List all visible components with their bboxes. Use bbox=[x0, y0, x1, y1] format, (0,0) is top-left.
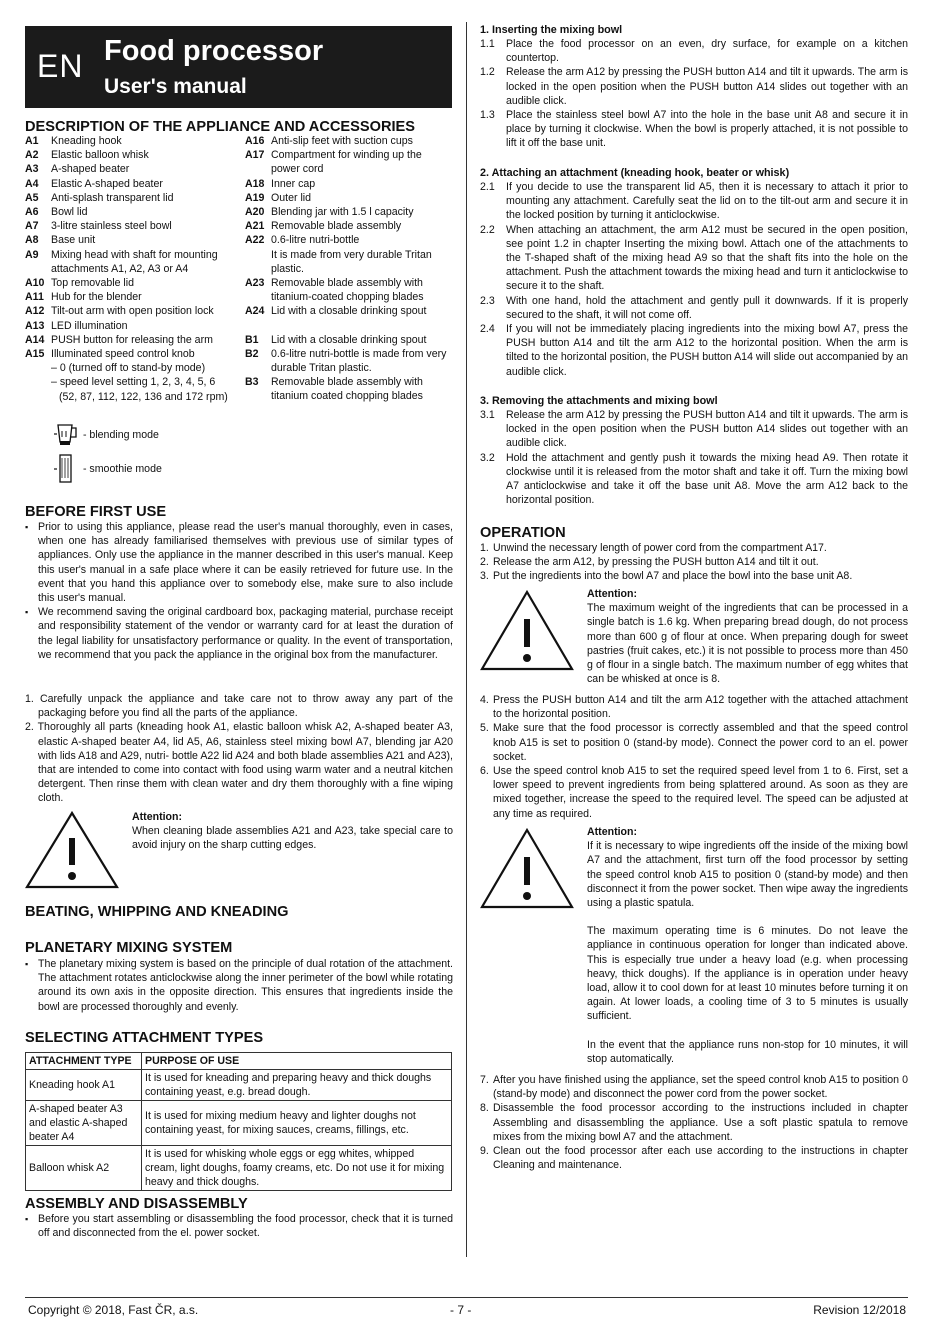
numbered-step bbox=[480, 180, 908, 223]
part-label: Blending jar with 1.5 l capacity bbox=[271, 206, 414, 219]
part-label: A-shaped beater bbox=[51, 163, 130, 176]
step-number: 6. bbox=[480, 765, 489, 778]
step-text: Release the arm A12 by pressing the PUSH button A14 and tilt it upwards. The arm is locked in the open position when the PUSH button A14 slides out together with an audible click. bbox=[506, 66, 908, 107]
numbered-step bbox=[480, 555, 908, 569]
part-key: A2 bbox=[25, 149, 39, 162]
parts-list bbox=[25, 134, 453, 434]
list-item: ▪ The planetary mixing system is based on the principle of dual rotation of the attachment. The attachment rotates anticlockwise along the inner perimeter of the bowl while rotating around its own axis in the opposite direction. This ensures that ingredients inside the bowl are processed thoroughly and evenly. bbox=[25, 957, 453, 1014]
attachment-type-cell: Kneading hook A1 bbox=[26, 1070, 142, 1101]
parts-list-item bbox=[245, 205, 453, 219]
parts-list-item bbox=[245, 276, 453, 304]
parts-list-item bbox=[25, 162, 240, 176]
step-number: 2.4 bbox=[480, 323, 495, 336]
part-label: Lid with a closable drinking spout bbox=[271, 305, 427, 318]
attention-box-cleaning bbox=[25, 810, 453, 890]
part-label: Inner cap bbox=[271, 177, 316, 190]
part-key: A23 bbox=[245, 277, 265, 290]
page-footer bbox=[25, 1297, 908, 1326]
step-text: Place the food processor on an even, dry surface, for example on a kitchen countertop. bbox=[506, 38, 908, 65]
attention-auto-stop: In the event that the appliance runs non-stop for 10 minutes, it will stop automatically. bbox=[587, 1038, 908, 1065]
part-key: A5 bbox=[25, 191, 39, 204]
part-label: Kneading hook bbox=[51, 135, 122, 147]
page-number: - 7 - bbox=[450, 1303, 472, 1317]
step-number: 9. bbox=[480, 1145, 489, 1158]
purpose-cell: It is used for whisking whole eggs or egg whites, whipped cream, light doughs, foamy creams, etc. Do not use it for mixing heavy and thick doughs. bbox=[142, 1146, 452, 1191]
numbered-step: 2. Thoroughly all parts (kneading hook A1, elastic balloon whisk A2, A-shaped beater A3, elastic A-shaped beater A4, lid A5, A6, stainless steel mixing bowl A7, blending jar A20 with lids A18 and A29, nutri- bottle A22 lid A24 and both blade assemblies A21 and A23), that are intended to come into contact with food using warm water and a neutral kitchen detergent. Then rinse them with clean water and dry them thoroughly with a fine wiping cloth. bbox=[25, 721, 453, 805]
numbered-step bbox=[480, 764, 908, 821]
spacer bbox=[245, 319, 453, 333]
warning-triangle-icon bbox=[25, 810, 121, 890]
step-text: Use the speed control knob A15 to set the required speed level from 1 to 6. First, set a lower speed to prevent ingredients from being splattered around. As soon as they are mixed together, increase the speed to the required level. The speed can be adjusted at any time as required. bbox=[493, 765, 908, 820]
parts-list-item bbox=[25, 304, 240, 318]
step-number: 2.2 bbox=[480, 223, 495, 236]
part-key: A9 bbox=[25, 248, 39, 261]
part-key: A10 bbox=[25, 277, 45, 290]
table-row bbox=[26, 1101, 452, 1146]
mode-icons bbox=[25, 424, 453, 484]
step-text: Put the ingredients into the bowl A7 and place the bowl into the base unit A8. bbox=[493, 570, 853, 583]
warning-triangle-icon bbox=[480, 827, 576, 911]
part-label: Elastic A-shaped beater bbox=[51, 177, 163, 190]
parts-list-item bbox=[25, 347, 240, 361]
part-key: A3 bbox=[25, 163, 39, 176]
parts-list-item bbox=[245, 375, 453, 403]
smoothie-mode-row bbox=[52, 454, 162, 484]
numbered-step bbox=[480, 223, 908, 294]
parts-list-item bbox=[25, 248, 240, 276]
operation-steps-c bbox=[480, 1073, 908, 1172]
numbered-step bbox=[480, 1144, 908, 1172]
part-key: B2 bbox=[245, 347, 259, 360]
blending-mode-label: - blending mode bbox=[82, 428, 159, 441]
step-number: 5. bbox=[480, 722, 489, 735]
part-label: Tilt-out arm with open position lock bbox=[51, 305, 214, 318]
speed-setting-line: – 0 (turned off to stand-by mode) bbox=[51, 362, 206, 375]
step-text: Disassemble the food processor according to the instructions included in chapter Assembling and disassembling the appliance. Use a soft plastic spatula to remove mixes from the mixing bowl A7 and the attachment. bbox=[493, 1102, 908, 1143]
part-key: A6 bbox=[25, 206, 39, 219]
parts-list-right bbox=[245, 134, 453, 404]
step-text: Hold the attachment and gently push it towards the mixing head A9. Then rotate it clockwise until it is released from the motor shaft and take it off. Turn the mixing bowl A7 anticlockwise and take it off the base unit A8. Move the arm A12 back to the horizontal position. bbox=[506, 451, 908, 507]
step-number: 8. bbox=[480, 1102, 489, 1115]
step-text: Press the PUSH button A14 and tilt the arm A12 together with the attached attachment to the horizontal position. bbox=[493, 694, 908, 721]
step-text: Clean out the food processor after each use according to the instructions in chapter Cleaning and maintenance. bbox=[493, 1145, 908, 1172]
attention-box-wipe bbox=[480, 825, 908, 1070]
numbered-step bbox=[480, 721, 908, 764]
table-row bbox=[26, 1146, 452, 1191]
speed-setting-line: – speed level setting 1, 2, 3, 4, 5, 6 bbox=[51, 376, 216, 389]
part-key: A14 bbox=[25, 333, 45, 346]
inserting-steps bbox=[480, 37, 908, 151]
numbered-step bbox=[480, 108, 908, 151]
parts-list-item bbox=[245, 134, 453, 148]
subsection-heading-attaching: 2. Attaching an attachment (kneading hook, beater or whisk) bbox=[480, 167, 790, 179]
numbered-step bbox=[480, 322, 908, 379]
step-text: If you will not be immediately placing ingredients into the mixing bowl A7, press the PUSH button A14 and tilt the arm A12 to the horizontal position. When the arm is tilted to the horizontal position, the PUSH button A14 will slide out accompanied by an audible click. bbox=[506, 323, 908, 378]
part-label: Illuminated speed control knob bbox=[51, 348, 195, 361]
language-code: EN bbox=[37, 48, 84, 84]
attention-text: If it is necessary to wipe ingredients off the inside of the mixing bowl A7 and the attachment, first turn off the food processor by setting the speed control knob A15 to position 0 (stand-by mode) and then disconnect it from the power socket. Then wipe away the ingredients using a plastic spatula. bbox=[587, 840, 908, 910]
parts-list-item bbox=[245, 219, 453, 233]
part-label: Lid with a closable drinking spout bbox=[271, 333, 427, 346]
part-label: It is made from very durable Tritan plastic. bbox=[271, 248, 432, 275]
parts-list-item bbox=[25, 233, 240, 247]
step-number: 1.3 bbox=[480, 109, 495, 122]
part-label: Removable blade assembly with titanium-coated chopping blades bbox=[271, 277, 424, 304]
part-label: Removable blade assembly with titanium coated chopping blades bbox=[271, 376, 423, 403]
blending-jar-icon bbox=[52, 424, 80, 446]
part-key bbox=[245, 248, 271, 276]
parts-list-item bbox=[25, 319, 240, 333]
numbered-step bbox=[480, 294, 908, 322]
table-header-row bbox=[26, 1053, 452, 1070]
parts-list-item bbox=[245, 191, 453, 205]
parts-list-item bbox=[25, 333, 240, 347]
subsection-heading-inserting: 1. Inserting the mixing bowl bbox=[480, 24, 623, 36]
step-number: 2.1 bbox=[480, 181, 495, 193]
section-heading-planetary: PLANETARY MIXING SYSTEM bbox=[25, 940, 233, 956]
purpose-cell: It is used for mixing medium heavy and lighter doughs not containing yeast, for mixing sauces, creams, fillings, etc. bbox=[142, 1101, 452, 1146]
attention-title: Attention: bbox=[132, 811, 183, 823]
operation-steps-a bbox=[480, 541, 908, 584]
numbered-step bbox=[480, 408, 908, 451]
step-text: If you decide to use the transparent lid A5, then it is necessary to attach it prior to mounting any attachment. Carefully seat the lid on to the tilt-out arm and secure it in the locked position by turning it anticlockwise. bbox=[506, 181, 908, 222]
part-label: Elastic balloon whisk bbox=[51, 149, 149, 162]
part-key: A13 bbox=[25, 319, 45, 332]
copyright: Copyright © 2018, Fast ČR, a.s. bbox=[28, 1303, 199, 1317]
numbered-step bbox=[480, 65, 908, 108]
step-number: 7. bbox=[480, 1074, 489, 1086]
title-banner bbox=[25, 26, 452, 108]
speed-setting-line: (52, 87, 112, 122, 136 and 172 rpm) bbox=[59, 390, 228, 403]
step-number: 1.1 bbox=[480, 38, 495, 50]
attaching-steps bbox=[480, 180, 908, 379]
smoothie-bottle-icon bbox=[52, 454, 80, 484]
step-number: 3. bbox=[480, 570, 489, 583]
page-subtitle: User's manual bbox=[104, 75, 247, 98]
part-key: A24 bbox=[245, 305, 265, 318]
part-label: Hub for the blender bbox=[51, 291, 142, 304]
column-header-type: ATTACHMENT TYPE bbox=[26, 1053, 142, 1070]
parts-list-item bbox=[25, 205, 240, 219]
planetary-bullets bbox=[25, 957, 453, 1014]
step-text: After you have finished using the appliance, set the speed control knob A15 to position 0 (stand-by mode) and disconnect the power cord from the power socket. bbox=[493, 1074, 908, 1101]
part-key: A19 bbox=[245, 191, 265, 204]
attention-title: Attention: bbox=[587, 826, 638, 838]
part-key: B1 bbox=[245, 333, 259, 346]
attachment-table bbox=[25, 1052, 453, 1191]
part-key: A21 bbox=[245, 220, 265, 233]
section-heading-beating: BEATING, WHIPPING AND KNEADING bbox=[25, 904, 289, 920]
step-text: Release the arm A12, by pressing the PUSH button A14 and tilt it out. bbox=[493, 556, 819, 569]
warning-triangle-icon bbox=[480, 589, 576, 673]
step-text: Unwind the necessary length of power cord from the compartment A17. bbox=[493, 542, 827, 554]
attention-operating-time: The maximum operating time is 6 minutes. Do not leave the appliance in continuous operation for longer than indicated above. This is especially true under a heavy load (e.g. when processing heavy, thick doughs). If the appliance is in operation under heavy load, allow it to cool down for at least 10 minutes before turning it on again. At lower loads, a cooling time of 3 to 5 minutes is usually sufficient. bbox=[587, 925, 908, 1023]
purpose-cell: It is used for kneading and preparing heavy and thick doughs containing yeast, e.g. bread dough. bbox=[142, 1070, 452, 1101]
part-label: LED illumination bbox=[51, 319, 128, 332]
parts-list-item bbox=[245, 248, 453, 276]
part-key: A4 bbox=[25, 177, 39, 190]
parts-list-item bbox=[25, 177, 240, 191]
attention-box-weight bbox=[480, 587, 908, 687]
numbered-step: 1. Carefully unpack the appliance and take care not to throw away any part of the packaging before you find all the parts of the appliance. bbox=[25, 693, 453, 720]
parts-list-item bbox=[25, 191, 240, 205]
step-number: 3.1 bbox=[480, 409, 495, 421]
part-key: A1 bbox=[25, 135, 39, 147]
parts-list-item bbox=[25, 148, 240, 162]
parts-list-item bbox=[245, 304, 453, 318]
part-label: 0.6-litre nutri-bottle is made from very durable Tritan plastic. bbox=[271, 347, 447, 375]
step-text: When attaching an attachment, the arm A12 must be secured in the open position, see point 1.2 in chapter Inserting the mixing bowl. Attach one of the attachments to the T-shaped shaft of the mixing head A9 so that the shaft fits into the hole on the attachment. Push the attachment towards the mixing head and turn it anticlockwise to secure it to the shaft. bbox=[506, 223, 908, 293]
parts-list-left bbox=[25, 134, 240, 404]
part-key: A8 bbox=[25, 234, 39, 247]
parts-list-item bbox=[25, 276, 240, 290]
assembly-bullets bbox=[25, 1212, 453, 1240]
part-key: A22 bbox=[245, 234, 265, 247]
parts-list-item bbox=[25, 134, 240, 148]
numbered-step bbox=[480, 693, 908, 721]
part-key: A20 bbox=[245, 206, 265, 219]
step-text: Make sure that the food processor is correctly assembled and that the speed control knob A15 is set to position 0 (stand-by mode). Connect the power cord to an el. power socket. bbox=[493, 722, 908, 763]
part-label: Removable blade assembly bbox=[271, 220, 402, 233]
subsection-heading-removing: 3. Removing the attachments and mixing bowl bbox=[480, 395, 718, 407]
parts-list-item bbox=[245, 333, 453, 347]
step-number: 1. bbox=[480, 542, 489, 554]
step-number: 3.2 bbox=[480, 451, 495, 464]
table-row bbox=[26, 1070, 452, 1101]
operation-steps-b bbox=[480, 693, 908, 821]
step-number: 2. bbox=[480, 556, 489, 569]
page-title: Food processor bbox=[104, 35, 324, 67]
section-heading-operation: OPERATION bbox=[480, 525, 566, 541]
attachment-type-cell: A-shaped beater A3 and elastic A-shaped beater A4 bbox=[26, 1101, 142, 1146]
numbered-step bbox=[480, 541, 908, 555]
part-label: 3-litre stainless steel bowl bbox=[51, 220, 172, 233]
part-label: Mixing head with shaft for mounting attachments A1, A2, A3 or A4 bbox=[51, 248, 218, 275]
column-divider bbox=[466, 22, 467, 1257]
part-key: B3 bbox=[245, 376, 259, 389]
numbered-step bbox=[480, 569, 908, 583]
parts-list-item bbox=[25, 290, 240, 304]
part-label: Compartment for winding up the power cord bbox=[271, 149, 422, 176]
part-label: Outer lid bbox=[271, 191, 312, 204]
step-number: 4. bbox=[480, 694, 489, 706]
part-label: Anti-slip feet with suction cups bbox=[271, 135, 413, 147]
attention-title: Attention: bbox=[587, 588, 638, 600]
before-first-use-bullets bbox=[25, 520, 453, 662]
revision: Revision 12/2018 bbox=[813, 1303, 906, 1317]
section-heading-assembly: ASSEMBLY AND DISASSEMBLY bbox=[25, 1196, 248, 1212]
part-key: A17 bbox=[245, 149, 265, 162]
step-text: With one hand, hold the attachment and gently pull it downwards. If it is properly secured to the shaft, it will not come off. bbox=[506, 294, 908, 321]
section-heading-selecting: SELECTING ATTACHMENT TYPES bbox=[25, 1030, 264, 1046]
parts-list-item bbox=[245, 347, 453, 375]
attention-text: When cleaning blade assemblies A21 and A23, take special care to avoid injury on the sharp cutting edges. bbox=[132, 825, 453, 852]
smoothie-mode-label: - smoothie mode bbox=[82, 462, 162, 475]
part-key: A16 bbox=[245, 135, 265, 147]
numbered-step bbox=[480, 37, 908, 65]
part-label: Bowl lid bbox=[51, 206, 88, 219]
numbered-step bbox=[480, 1073, 908, 1101]
before-first-use-steps bbox=[25, 692, 453, 806]
column-header-purpose: PURPOSE OF USE bbox=[142, 1053, 452, 1070]
parts-list-item bbox=[245, 233, 453, 247]
part-label: Base unit bbox=[51, 234, 96, 247]
part-key: A18 bbox=[245, 177, 265, 190]
section-heading-description: DESCRIPTION OF THE APPLIANCE AND ACCESSORIES bbox=[25, 119, 416, 135]
removing-steps bbox=[480, 408, 908, 507]
step-number: 1.2 bbox=[480, 66, 495, 79]
part-label: 0.6-litre nutri-bottle bbox=[271, 234, 360, 247]
parts-list-item bbox=[245, 148, 453, 176]
part-label: PUSH button for releasing the arm bbox=[51, 333, 213, 346]
part-key: A11 bbox=[25, 291, 44, 304]
list-item: ▪ Prior to using this appliance, please read the user's manual thoroughly, even in cases, when one has already familiarised themselves with previous use of similar types of appliances. Only use the appliance in the manner described in this user's manual. Keep this user's manual in a safe place where it can be easily retrieved for future use. In the event that you hand this appliance over to somebody else, make sure to also include this user's manual. bbox=[25, 520, 453, 605]
list-item: ▪ Before you start assembling or disassembling the food processor, check that it is turned off and disconnected from the el. power socket. bbox=[25, 1212, 453, 1240]
attention-text: The maximum weight of the ingredients that can be processed in a single batch is 1.6 kg. When preparing bread dough, do not process more than 600 g of flour at once. When preparing dough for sweet pastries (fruit cakes, etc.) it is not possible to process more than 450 g of flour in a single batch. The maximum number of egg whites that can be whisked at once is 8. bbox=[587, 602, 908, 686]
blending-mode-row bbox=[52, 424, 159, 446]
numbered-step bbox=[480, 451, 908, 508]
step-number: 2.3 bbox=[480, 294, 495, 307]
parts-list-item bbox=[25, 219, 240, 233]
parts-list-item bbox=[245, 177, 453, 191]
section-heading-before-first-use: BEFORE FIRST USE bbox=[25, 504, 167, 520]
list-item: ▪ We recommend saving the original cardboard box, packaging material, purchase receipt and responsibility statement of the vendor or warranty card for at least the duration of the legal liability for unsatisfactory performance or quality. In the event of transportation, we recommend that you pack the appliance in the original box from the manufacturer. bbox=[25, 605, 453, 662]
part-key: A7 bbox=[25, 220, 39, 233]
part-label: Top removable lid bbox=[51, 277, 135, 290]
part-key: A12 bbox=[25, 305, 45, 318]
attachment-type-cell: Balloon whisk A2 bbox=[26, 1146, 142, 1191]
step-text: Release the arm A12 by pressing the PUSH button A14 and tilt it upwards. The arm is locked in the open position when the PUSH button A14 slides out together with an audible click. bbox=[506, 409, 908, 450]
part-key: A15 bbox=[25, 348, 45, 361]
speed-settings bbox=[25, 361, 240, 404]
numbered-step bbox=[480, 1101, 908, 1144]
part-label: Anti-splash transparent lid bbox=[51, 191, 174, 204]
step-text: Place the stainless steel bowl A7 into the hole in the base unit A8 and secure it in place by turning it clockwise. When the bowl is properly attached, it is not possible to lift it off the base unit. bbox=[506, 109, 908, 150]
